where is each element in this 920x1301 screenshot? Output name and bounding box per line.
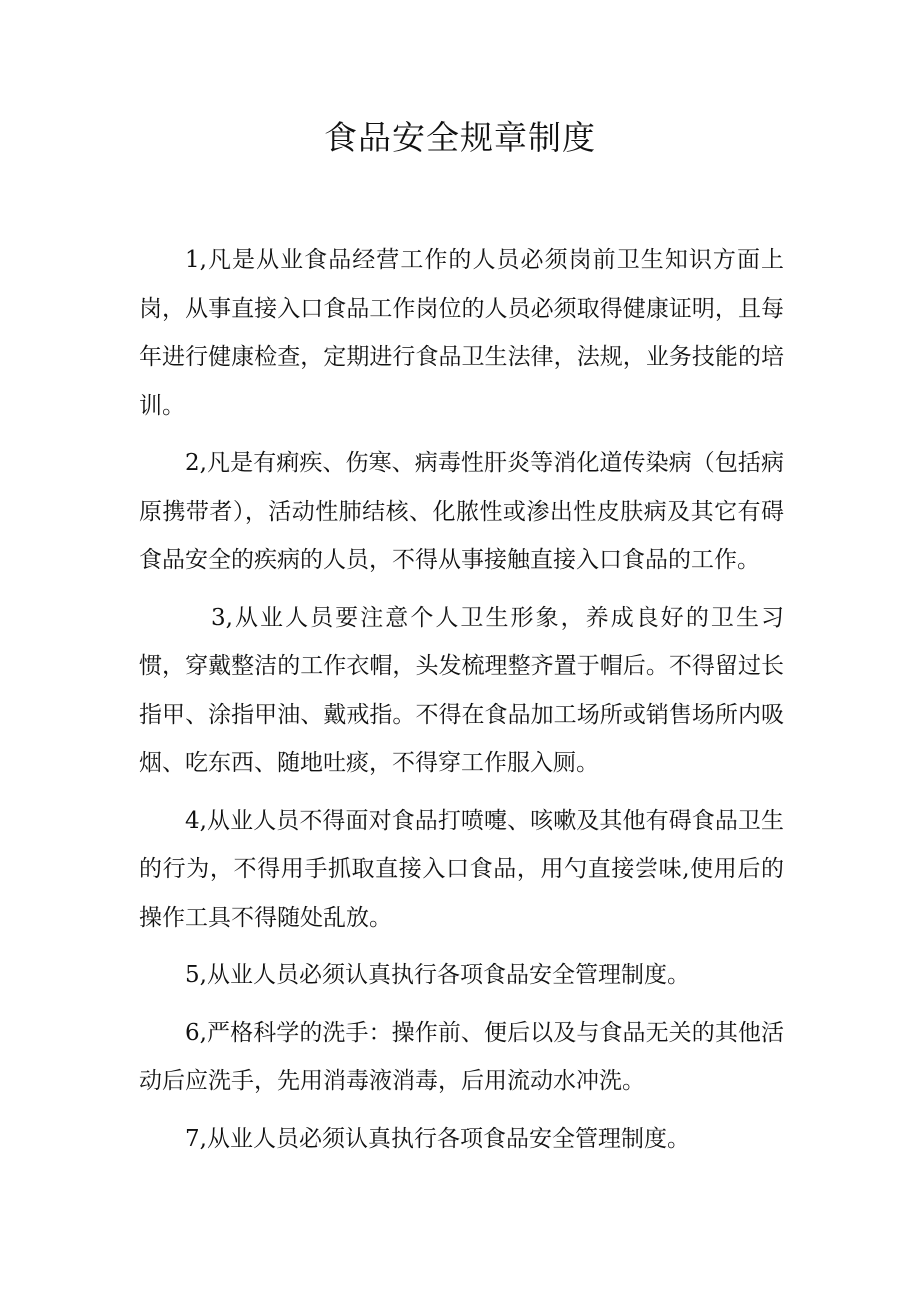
document-title: 食品安全规章制度 (324, 118, 596, 157)
paragraph-4: 4,从业人员不得面对食品打喷嚏、咳嗽及其他有碍食品卫生的行为，不得用手抓取直接入口食品，用勺直接尝味,使用后的操作工具不得随处乱放。 (139, 807, 784, 931)
paragraph-5: 5,从业人员必须认真执行各项食品安全管理制度。 (185, 962, 690, 988)
paragraph-2: 2,凡是有痢疾、伤寒、病毒性肝炎等消化道传染病（包括病原携带者），活动性肺结核、化脓性或渗出性皮肤病及其它有碍食品安全的疾病的人员，不得从事接触直接入口食品的工作。 (139, 450, 784, 573)
paragraph-3: 3,从业人员要注意个人卫生形象，养成良好的卫生习惯，穿戴整洁的工作衣帽，头发梳理整齐置于帽后。不得留过长指甲、涂指甲油、戴戒指。不得在食品加工场所或销售场所内吸烟、吃东西、随地吐痰，不得穿工作服入厕。 (139, 604, 784, 776)
paragraph-6: 6,严格科学的洗手：操作前、便后以及与食品无关的其他活动后应洗手，先用消毒液消毒，后用流动水冲洗。 (139, 1019, 784, 1094)
paragraph-1: 1,凡是从业食品经营工作的人员必须岗前卫生知识方面上岗，从事直接入口食品工作岗位的人员必须取得健康证明，且每年进行健康检查，定期进行食品卫生法律，法规，业务技能的培训。 (139, 247, 784, 419)
document-body (139, 236, 784, 1172)
paragraph-7: 7,从业人员必须认真执行各项食品安全管理制度。 (185, 1125, 690, 1152)
